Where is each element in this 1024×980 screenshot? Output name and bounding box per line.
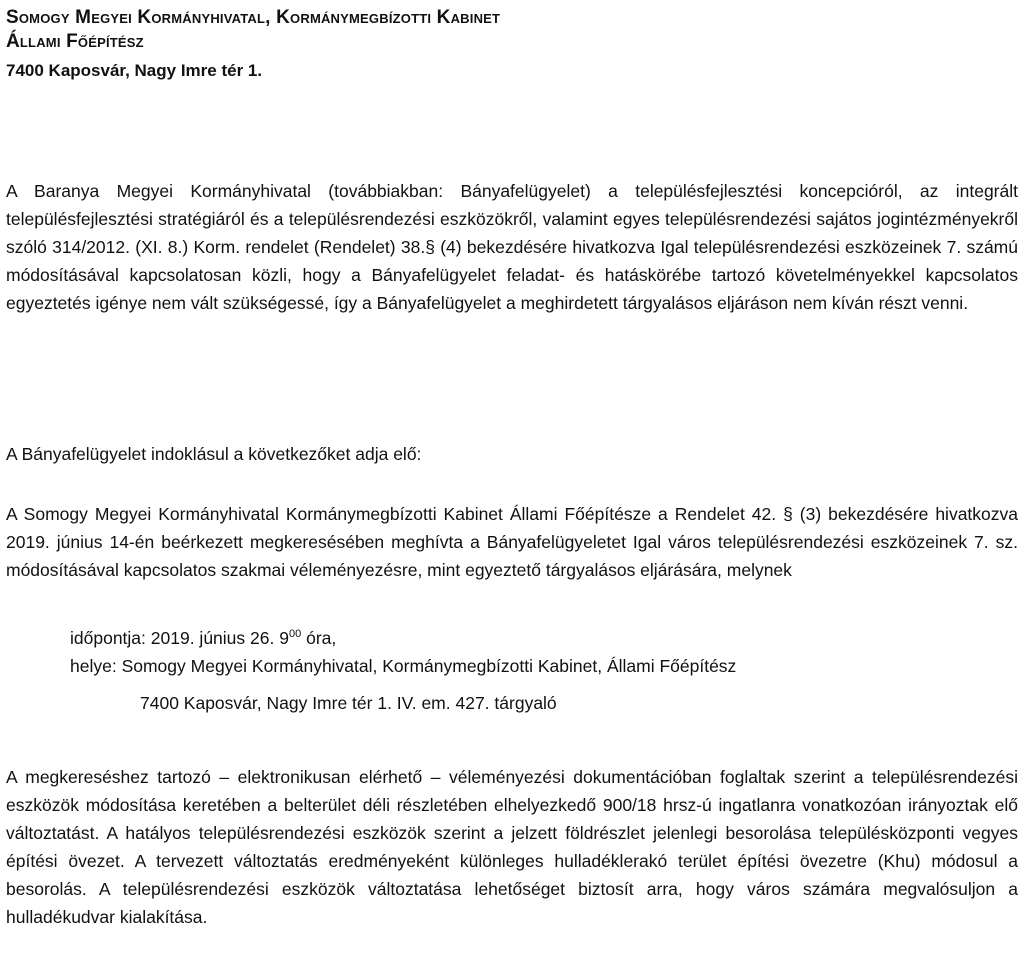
meeting-place-label: helye:	[70, 656, 117, 676]
meeting-time-suffix: óra,	[306, 628, 337, 648]
meeting-date	[70, 624, 336, 652]
meeting-date-value: 2019. június 26.	[150, 628, 275, 648]
letterhead-department: Állami Főépítész	[6, 31, 144, 52]
meeting-place	[70, 652, 736, 680]
paragraph-invitation: A Somogy Megyei Kormányhivatal Kormánymegbízotti Kabinet Állami Főépítésze a Rendelet 42. § (3) bekezdésére hivatkozva 2019. június 14-én beérkezett megkeresésében meghívta a Bányafelügyeletet Igal város településrendezési eszközeinek 7. sz. módosításával kapcsolatos szakmai véleményezésre, mint egyeztető tárgyalásos eljárására, melynek	[6, 504, 1018, 580]
letterhead	[6, 6, 500, 84]
paragraph-documentation: A megkereséshez tartozó – elektronikusan elérhető – véleményezési dokumentációban foglaltak szerint a településrendezési eszközök módosítása keretében a belterület déli részletében elhelyezkedő 900/18 hrsz-ú ingatlanra vonatkozóan irányoztak elő változtatást. A hatályos településrendezési eszközök szerint a jelzett földrészlet jelenlegi besorolása településközponti vegyes építési övezet. A tervezett változtatás eredményeként különleges hulladéklerakó terület építési övezetre (Khu) módosul a besorolás. A településrendezési eszközök változtatása lehetőséget biztosít arra, hogy város számára megvalósuljon a hulladékudvar kialakítása.	[6, 767, 1018, 927]
meeting-room: 7400 Kaposvár, Nagy Imre tér 1. IV. em. 427. tárgyaló	[140, 693, 557, 713]
paragraph-reasoning-intro: A Bányafelügyelet indoklásul a következőket adja elő:	[6, 444, 422, 464]
letterhead-address: 7400 Kaposvár, Nagy Imre tér 1.	[6, 61, 263, 80]
paragraph-statement: A Baranya Megyei Kormányhivatal (továbbiakban: Bányafelügyelet) a településfejlesztési koncepcióról, az integrált településfejlesztési stratégiáról és a településrendezési eszközökről, valamint egyes településrendezési sajátos jogintézményekről szóló 314/2012. (XI. 8.) Korm. rendelet (Rendelet) 38.§ (4) bekezdésére hivatkozva Igal településrendezési eszközeinek 7. számú módosításával kapcsolatosan közli, hogy a Bányafelügyelet feladat- és hatáskörébe tartozó követelményekkel kapcsolatos egyeztetés igénye nem vált szükségessé, így a Bányafelügyelet a meghirdetett tárgyalásos eljáráson nem kíván részt venni.	[6, 181, 1018, 313]
meeting-time: $9^{00}$	[279, 628, 302, 648]
meeting-date-label: időpontja:	[70, 628, 146, 648]
letterhead-office: Somogy Megyei Kormányhivatal, Kormánymegbízotti Kabinet	[6, 7, 501, 28]
meeting-place-value: Somogy Megyei Kormányhivatal, Kormánymegbízotti Kabinet, Állami Főépítész	[121, 656, 737, 676]
